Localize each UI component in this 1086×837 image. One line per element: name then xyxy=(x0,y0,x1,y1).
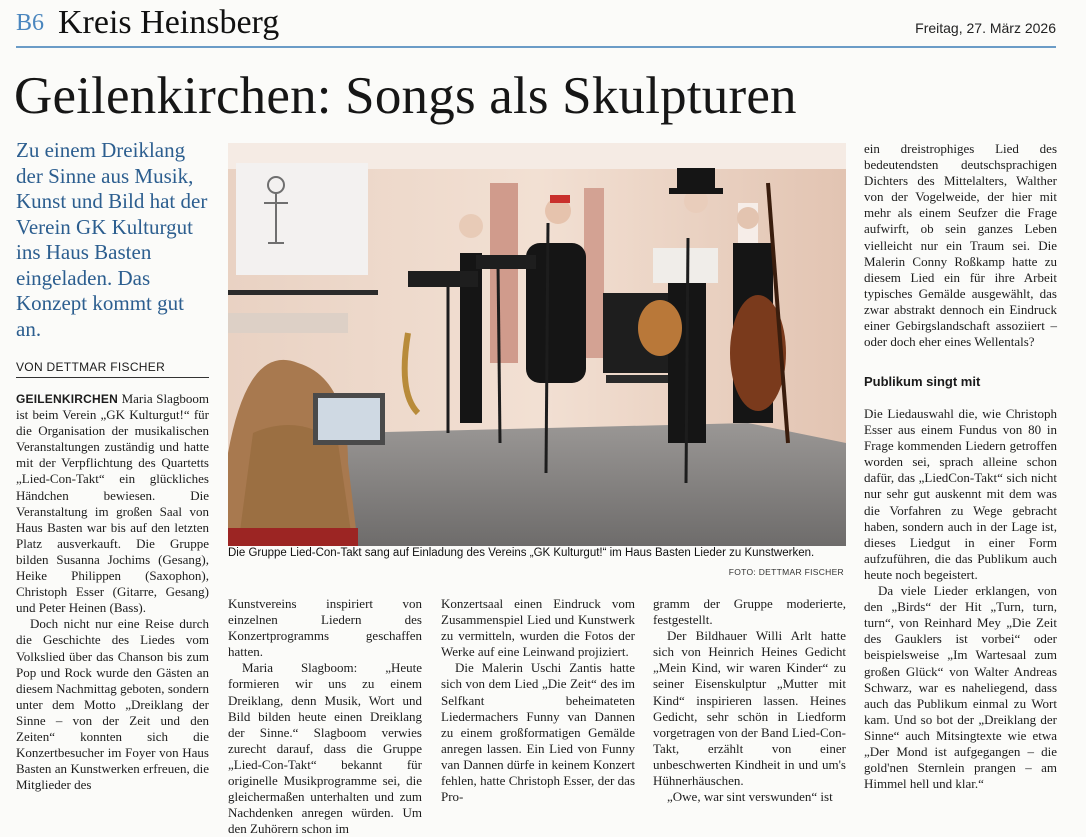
paragraph: Die Malerin Uschi Zantis hatte sich von dem Lied „Die Zeit“ des im Selfkant beheimateten Liedermachers Funny van Dannen zu einem großformatigen Gemälde anregen lassen. Ein Lied von Funny van Dannen dürfe in keinem Konzert fehlen, hatte Christoph Esser, der das Pro- xyxy=(441,660,635,805)
paragraph: Die Liedauswahl die, wie Christoph Esser aus einem Fundus von 80 in Frage kommenden Liedern getroffen worden sei, sprach alleine schon dafür, das „LiedCon-Takt“ sich nicht nur sehr gut auskennt mit dem was die Vorfahren zu Wege gebracht haben, sondern auch in der Lage ist, dieses Liedgut in einer Form aufzuführen, die das Publikum auch heute noch begeistert. xyxy=(864,406,1057,582)
paragraph: Maria Slagboom: „Heute formieren wir uns zu einem Dreiklang, denn Musik, Wort und Bild bilden heute einen Dreiklang der Sinne.“ Slagboom verwies zurecht darauf, dass die Gruppe „Lied-Con-Takt“ bekannt für originelle Musikprogramme sei, die gleichermaßen unterhalten und zum Nachdenken anregen würden. Um den Zuhörern schon im xyxy=(228,660,422,837)
text-column-5-bottom xyxy=(864,406,1057,792)
text-column-2 xyxy=(228,596,422,837)
byline: VON DETTMAR FISCHER xyxy=(16,360,209,378)
issue-date: Freitag, 27. März 2026 xyxy=(915,20,1056,36)
subheading: Publikum singt mit xyxy=(864,374,981,389)
paragraph-text: Maria Slagboom ist beim Verein „GK Kulturgut!“ für die Organisation der musikalischen Veranstaltungen zuständig und hatte mit der Verpflichtung des Quartetts „Lied-Con-Takt“ ein glückliches Händchen bewiesen. Die Veranstaltung im großen Saal von Haus Basten war bis auf den letzten Platz ausverkauft. Die Gruppe bilden Susanna Jochims (Gesang), Heike Philippen (Saxophon), Christoph Esser (Gitarre, Gesang) und Peter Heinen (Bass). xyxy=(16,391,209,616)
photo-credit: FOTO: DETTMAR FISCHER xyxy=(728,567,844,577)
text-column-5-top xyxy=(864,141,1057,350)
photo-caption: Die Gruppe Lied-Con-Takt sang auf Einladung des Vereins „GK Kulturgut!“ im Haus Basten Lieder zu Kunstwerken. xyxy=(228,547,815,559)
paragraph: Da viele Lieder erklangen, von den „Birds“ der Hit „Turn, turn, turn“, von Reinhard Mey „Die Zeit des Gauklers ist vorbei“ oder beispielsweise „Im Wartesaal zum großen Glück“ von Walter Andreas Schwarz, war es naheliegend, dass auch das Publikum einmal zu Wort kam. Und so bot der „Dreiklang der Sinne“ auch Mitsingtexte wie etwa „Der Mond ist aufgegangen – die gold'nen Sternlein prangen – am Himmel hell und klar.“ xyxy=(864,583,1057,792)
section-title: Kreis Heinsberg xyxy=(58,4,280,41)
paragraph: gramm der Gruppe moderierte, festgestellt. xyxy=(653,596,846,628)
paragraph: Kunstvereins inspiriert von einzelnen Liedern des Konzertprogramms geschaffen hatten. xyxy=(228,596,422,660)
paragraph: ein dreistrophiges Lied des bedeutendsten deutschsprachigen Dichters des Mittelalters, Walther von der Vogelweide, der hier mit mehr als einem Seufzer die Frage aufwirft, ob sein ganzes Leben vielleicht nur ein Traum sei. Die Malerin Conny Roßkamp hatte zu diesem Lied ein für ihre Arbeit typisches Gemälde ausgewählt, das zwar abstrakt dennoch ein Eindruck einer Gebirgslandschaft assoziiert – oder doch eher eines Wellentals? xyxy=(864,141,1057,350)
paragraph xyxy=(16,391,209,616)
paragraph: Konzertsaal einen Eindruck vom Zusammenspiel Lied und Kunstwerk zu vermitteln, wurden die Fotos der Werke auf eine Leinwand projiziert. xyxy=(441,596,635,660)
article-headline: Geilenkirchen: Songs als Skulpturen xyxy=(14,67,797,125)
text-column-1 xyxy=(16,391,209,793)
article-photo xyxy=(228,143,846,546)
text-column-3 xyxy=(441,596,635,805)
page-header xyxy=(16,4,1056,48)
article-teaser: Zu einem Dreiklang der Sinne aus Musik, Kunst und Bild hat der Verein GK Kulturgut ins Haus Basten eingeladen. Das Konzept kommt gut an. xyxy=(16,138,208,341)
paragraph: „Owe, war sint verswunden“ ist xyxy=(667,789,833,805)
paragraph: Der Bildhauer Willi Arlt hatte sich von Heinrich Heines Gedicht „Mein Kind, wir waren Kinder“ zu seiner Eisenskulptur „Mutter mit Kind“ inspirieren lassen. Heines Gedicht, sehr schön in Liedform vorgetragen von der Band Lied-Con-Takt, erzählt von einer unbeschwerten Kindheit in und um's Hühnerhäuschen. xyxy=(653,628,846,789)
dateline: GEILENKIRCHEN xyxy=(16,392,118,406)
band-photo-illustration xyxy=(228,143,846,546)
paragraph: Doch nicht nur eine Reise durch die Geschichte des Liedes vom Volkslied über das Chanson bis zum Pop und Rock wurde den Gästen an diesem Nachmittag geboten, sondern unter dem Motto „Dreiklang der Sinne – von der Zeit und den Zeiten“ konnten sich die Konzertbesucher im Foyer von Haus Basten an Kunstwerken erfreuen, die Mitglieder des xyxy=(16,616,209,793)
text-column-4 xyxy=(653,596,846,805)
page-number: B6 xyxy=(16,10,45,36)
